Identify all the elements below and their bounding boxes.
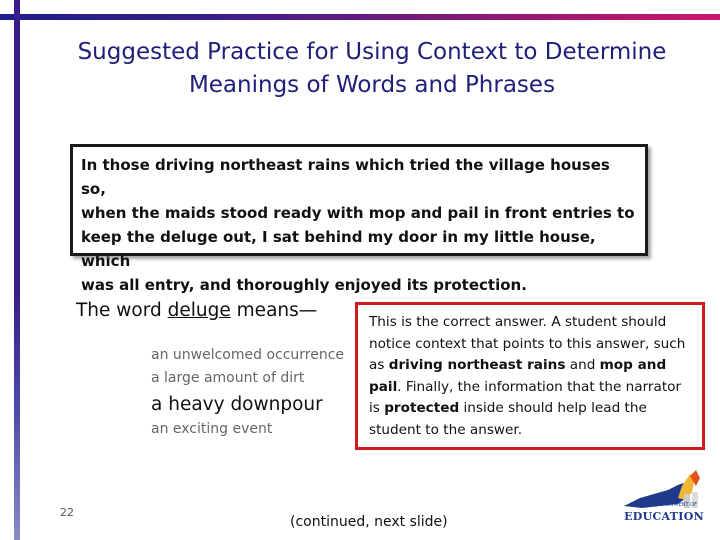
corner-gap bbox=[0, 0, 14, 14]
explanation-text: This is the correct answer. A student should notice context that points to this answer, such as bbox=[369, 314, 686, 373]
slide-title bbox=[40, 36, 704, 102]
answer-choice-a: an unwelcomed occurrence bbox=[151, 347, 345, 363]
explanation-bold: driving northeast rains bbox=[388, 357, 566, 373]
question-stem bbox=[76, 300, 317, 321]
passage-line: when the maids stood ready with mop and pail in front entries to bbox=[81, 204, 635, 222]
passage-line: was all entry, and thoroughly enjoyed its protection. bbox=[81, 276, 527, 294]
correct-answer-explanation bbox=[355, 302, 705, 450]
explanation-text: . Finally, the information that the narrator is bbox=[369, 378, 682, 416]
passage-box bbox=[70, 144, 648, 294]
title-line-1: Suggested Practice for Using Context to Determine bbox=[77, 39, 667, 65]
explanation-text: and bbox=[565, 357, 600, 373]
logo-wordmark: EDUCATION bbox=[624, 510, 704, 523]
logo-subtitle: VIRGINIA DEPARTMENT OF bbox=[631, 502, 697, 508]
left-accent-bar bbox=[14, 0, 20, 540]
explanation-bold: mop and pail bbox=[369, 357, 667, 395]
vdoe-logo-icon bbox=[620, 468, 706, 534]
continued-note: (continued, next slide) bbox=[290, 514, 448, 530]
top-accent-bar bbox=[0, 14, 720, 20]
title-line-2: Meanings of Words and Phrases bbox=[188, 72, 556, 98]
target-word: deluge bbox=[167, 300, 231, 321]
answer-choice-c-correct: a heavy downpour bbox=[151, 394, 323, 415]
answer-choice-d: an exciting event bbox=[151, 421, 273, 437]
passage-line: keep the deluge out, I sat behind my door in my little house, which bbox=[81, 228, 596, 270]
answer-choice-b: a large amount of dirt bbox=[151, 370, 305, 386]
question-suffix: means— bbox=[230, 300, 318, 321]
explanation-text: inside should help lead the student to the answer. bbox=[369, 400, 647, 438]
question-prefix: The word bbox=[76, 300, 168, 321]
page-number: 22 bbox=[60, 506, 74, 519]
explanation-bold: protected bbox=[384, 400, 460, 416]
passage-line: In those driving northeast rains which tried the village houses so, bbox=[81, 156, 610, 198]
